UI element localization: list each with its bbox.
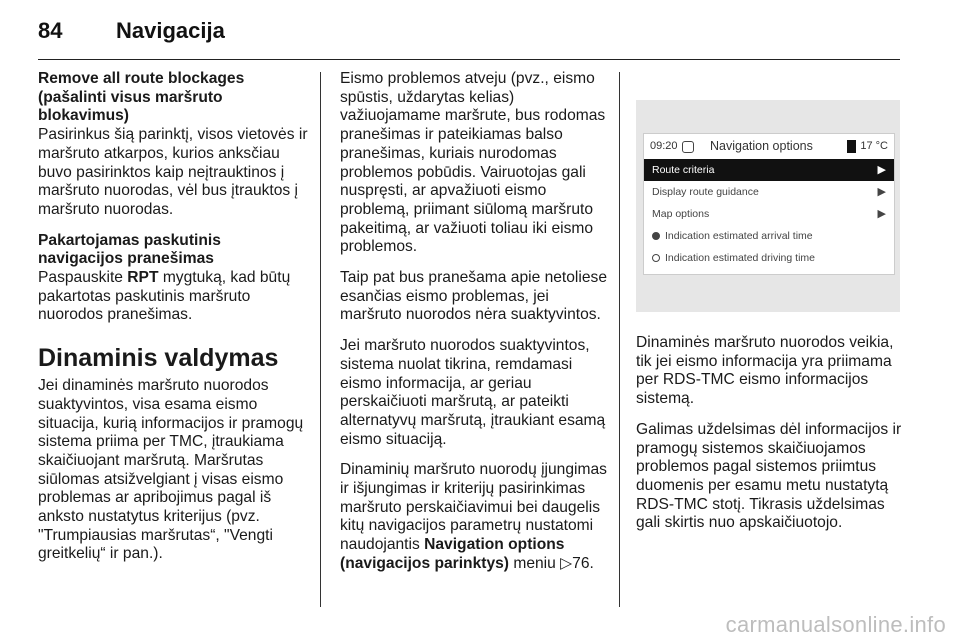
radio-unselected-icon (652, 254, 660, 262)
nav-options-menu-name: Navigation options (navigacijos parinktys) (340, 536, 565, 572)
paragraph-dynamic-guidance: Jei dinaminės maršruto nuorodos suaktyvintos, visa esama eismo situacija, kurią informacijos ir pramogų sistema priima per TMC, įtraukiama skaičiuojant maršrutą. Maršrutas siūlomas atsižvelgiant į visas eismo problemas ar apribojimus pagal iš anksto nustatytus kriterijus (pvz. "Trumpiausias maršrutas“, "Vengti greitkelių“ ir pan.). (38, 377, 304, 563)
screen-status-bar (644, 134, 894, 159)
menu-item-label: Route criteria (652, 163, 715, 176)
radio-label: Indication estimated driving time (665, 251, 815, 264)
page-number: 84 (38, 18, 63, 43)
radio-selected-icon (652, 232, 660, 240)
navigation-status-icon (682, 141, 694, 153)
chevron-right-icon: ▶ (877, 163, 886, 176)
page-reference-icon: ▷ (560, 554, 573, 572)
traffic-info-icon (847, 140, 856, 153)
menu-item-route-criteria[interactable] (644, 159, 894, 181)
repeat-text-post: mygtuką, kad būtų pakartotas paskutinis maršruto nuorodos pranešimas. (38, 269, 291, 324)
column-divider-1 (320, 72, 321, 607)
heading-repeat-message: Pakartojamas paskutinis navigacijos pranešimas (38, 231, 221, 268)
rpt-key-label: RPT (127, 269, 159, 287)
paragraph-nearby-problems: Taip pat bus pranešama apie netoliese esančias eismo problemas, jei maršruto nuorodos nėra suaktyvintos. (340, 269, 608, 324)
paragraph-navigation-options (340, 461, 612, 573)
clock: 09:20 (650, 140, 678, 153)
paragraph-rds-tmc: Dinaminės maršruto nuorodos veikia, tik jei eismo informacija yra priimama per RDS-TMC eismo informacijos sistemą. (636, 334, 894, 408)
chevron-right-icon: ▶ (877, 207, 886, 220)
outside-temperature: 17 °C (860, 140, 888, 153)
column-right (636, 70, 906, 545)
paragraph-delay: Galimas uždelsimas dėl informacijos ir pramogų sistemos skaičiuojamos problemos pagal sistemos priimtus duomenis per esamu metu nustatytą RDS-TMC stotį. Tikrasis uždelsimas gali skirtis nuo apskaičiuotojo. (636, 420, 902, 532)
page-title: Navigacija (116, 18, 225, 43)
radio-arrival-time[interactable] (644, 225, 894, 247)
menu-item-map-options[interactable] (644, 203, 894, 225)
paragraph-recalculation: Jei maršruto nuorodos suaktyvintos, sistema nuolat tikrina, remdamasi eismo informacija, ar geriau perskaičiuoti maršrutą, ar pateikti alternatyvų maršrutą, įtraukiant esamą eismo situaciją. (340, 337, 606, 448)
menu-item-label: Display route guidance (652, 185, 759, 198)
nav-options-text-pre: Dinaminių maršruto nuorodų įjungimas ir išjungimas ir kriterijų pasirinkimas maršruto perskaičiavimui bei daugelis kitų navigacijos parametrų nustatomi naudojantis (340, 461, 607, 554)
radio-driving-time[interactable] (644, 247, 894, 269)
menu-item-display-route-guidance[interactable] (644, 181, 894, 203)
page-reference-number: 76. (572, 554, 594, 572)
section-heading-dynamic-guidance: Dinaminis valdymas (38, 344, 279, 373)
watermark: carmanualsonline.info (725, 612, 946, 637)
chevron-right-icon: ▶ (877, 185, 886, 198)
column-divider-2 (619, 72, 620, 607)
heading-remove-blockages: Remove all route blockages (pašalinti visus maršruto blokavimus) (38, 70, 245, 125)
radio-label: Indication estimated arrival time (665, 229, 813, 242)
infotainment-screen (643, 133, 895, 275)
page-header (38, 14, 918, 54)
header-rule (38, 59, 900, 60)
column-middle (340, 70, 612, 586)
navigation-options-screenshot (636, 100, 900, 312)
column-left (38, 70, 310, 576)
screen-title: Navigation options (710, 139, 813, 154)
menu-item-label: Map options (652, 207, 710, 220)
paragraph-repeat-message (38, 269, 310, 325)
repeat-text-pre: Paspauskite (38, 269, 128, 287)
nav-options-text-post: meniu (509, 554, 561, 572)
paragraph-traffic-problem: Eismo problemos atveju (pvz., eismo spūstis, uždarytas kelias) važiuojamame maršrute, bus rodomas pranešimas ir pateikiamas balso pranešimas, kuriais nurodomas problemos pobūdis. Vairuotojas gali nuspręsti, ar apvažiuoti eismo problemą, priimant siūlomą maršruto pakeitimą, ar važiuoti toliau iki eismo problemos. (340, 70, 606, 256)
paragraph-remove-blockages: Pasirinkus šią parinktį, visos vietovės ir maršruto atkarpos, kurios anksčiau buvo pasirinktos kaip neįtrauktinos į maršruto nuorodas, vėl bus įtrauktos į maršruto nuorodas. (38, 126, 308, 218)
